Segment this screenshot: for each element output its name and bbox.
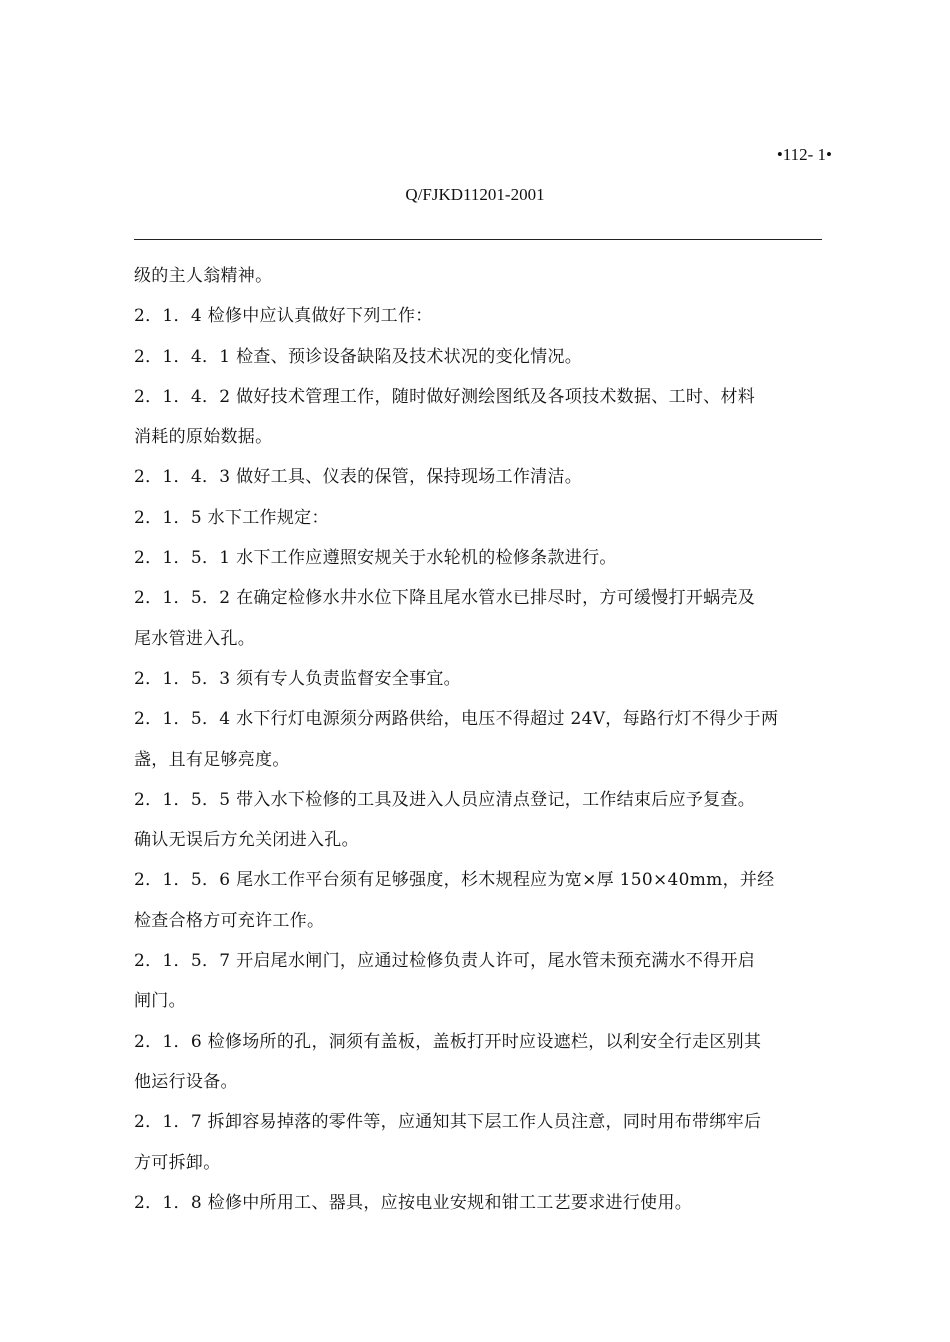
document-body — [134, 256, 830, 1223]
text-line: 2．1．8 检修中所用工、器具，应按电业安规和钳工工艺要求进行使用。 — [134, 1192, 693, 1213]
text-line: 2．1．5．7 开启尾水闸门，应通过检修负责人许可，尾水管未预充满水不得开启 — [134, 951, 756, 972]
text-line: 消耗的原始数据。 — [134, 427, 273, 448]
text-line: 2．1．4．2 做好技术管理工作，随时做好测绘图纸及各项技术数据、工时、材料 — [134, 386, 756, 407]
text-line: 检查合格方可充许工作。 — [134, 910, 325, 931]
text-line: 闸门。 — [134, 991, 186, 1012]
text-line: 2．1．4 检修中应认真做好下列工作： — [134, 306, 433, 327]
text-line: 2．1．4．3 做好工具、仪表的保管，保持现场工作清洁。 — [134, 467, 583, 488]
text-line: 2．1．5 水下工作规定： — [134, 507, 329, 528]
text-line: 2．1．6 检修场所的孔，洞须有盖板，盖板打开时应设遮栏，以利安全行走区别其 — [134, 1031, 762, 1052]
text-line: 级的主人翁精神。 — [134, 266, 273, 286]
text-line: 2．1．7 拆卸容易掉落的零件等，应通知其下层工作人员注意，同时用布带绑牢后 — [134, 1112, 762, 1133]
text-line: 2．1．5．3 须有专人负责监督安全事宜。 — [134, 668, 461, 689]
text-line: 2．1．5．6 尾水工作平台须有足够强度，杉木规程应为宽×厚 150×40mm，并经 — [134, 870, 775, 891]
document-code: Q/FJKD11201-2001 — [405, 185, 545, 204]
header-rule — [134, 239, 822, 240]
text-line: 确认无误后方允关闭进入孔。 — [134, 830, 359, 851]
text-line: 方可拆卸。 — [134, 1152, 221, 1173]
text-line: 盏，且有足够亮度。 — [134, 749, 290, 770]
text-line: 2．1．4．1 检查、预诊设备缺陷及技术状况的变化情况。 — [134, 346, 583, 367]
text-line: 2．1．5．4 水下行灯电源须分两路供给，电压不得超过 24V，每路行灯不得少于两 — [134, 709, 779, 730]
text-line: 他运行设备。 — [134, 1071, 238, 1092]
text-line: 2．1．5．2 在确定检修水井水位下降且尾水管水已排尽时，方可缓慢打开蜗壳及 — [134, 588, 756, 609]
page-number: •112- 1• — [776, 145, 832, 164]
text-line: 2．1．5．5 带入水下检修的工具及进入人员应清点登记，工作结束后应予复查。 — [134, 789, 756, 810]
text-line: 尾水管进入孔。 — [134, 628, 256, 649]
text-line: 2．1．5．1 水下工作应遵照安规关于水轮机的检修条款进行。 — [134, 548, 617, 569]
